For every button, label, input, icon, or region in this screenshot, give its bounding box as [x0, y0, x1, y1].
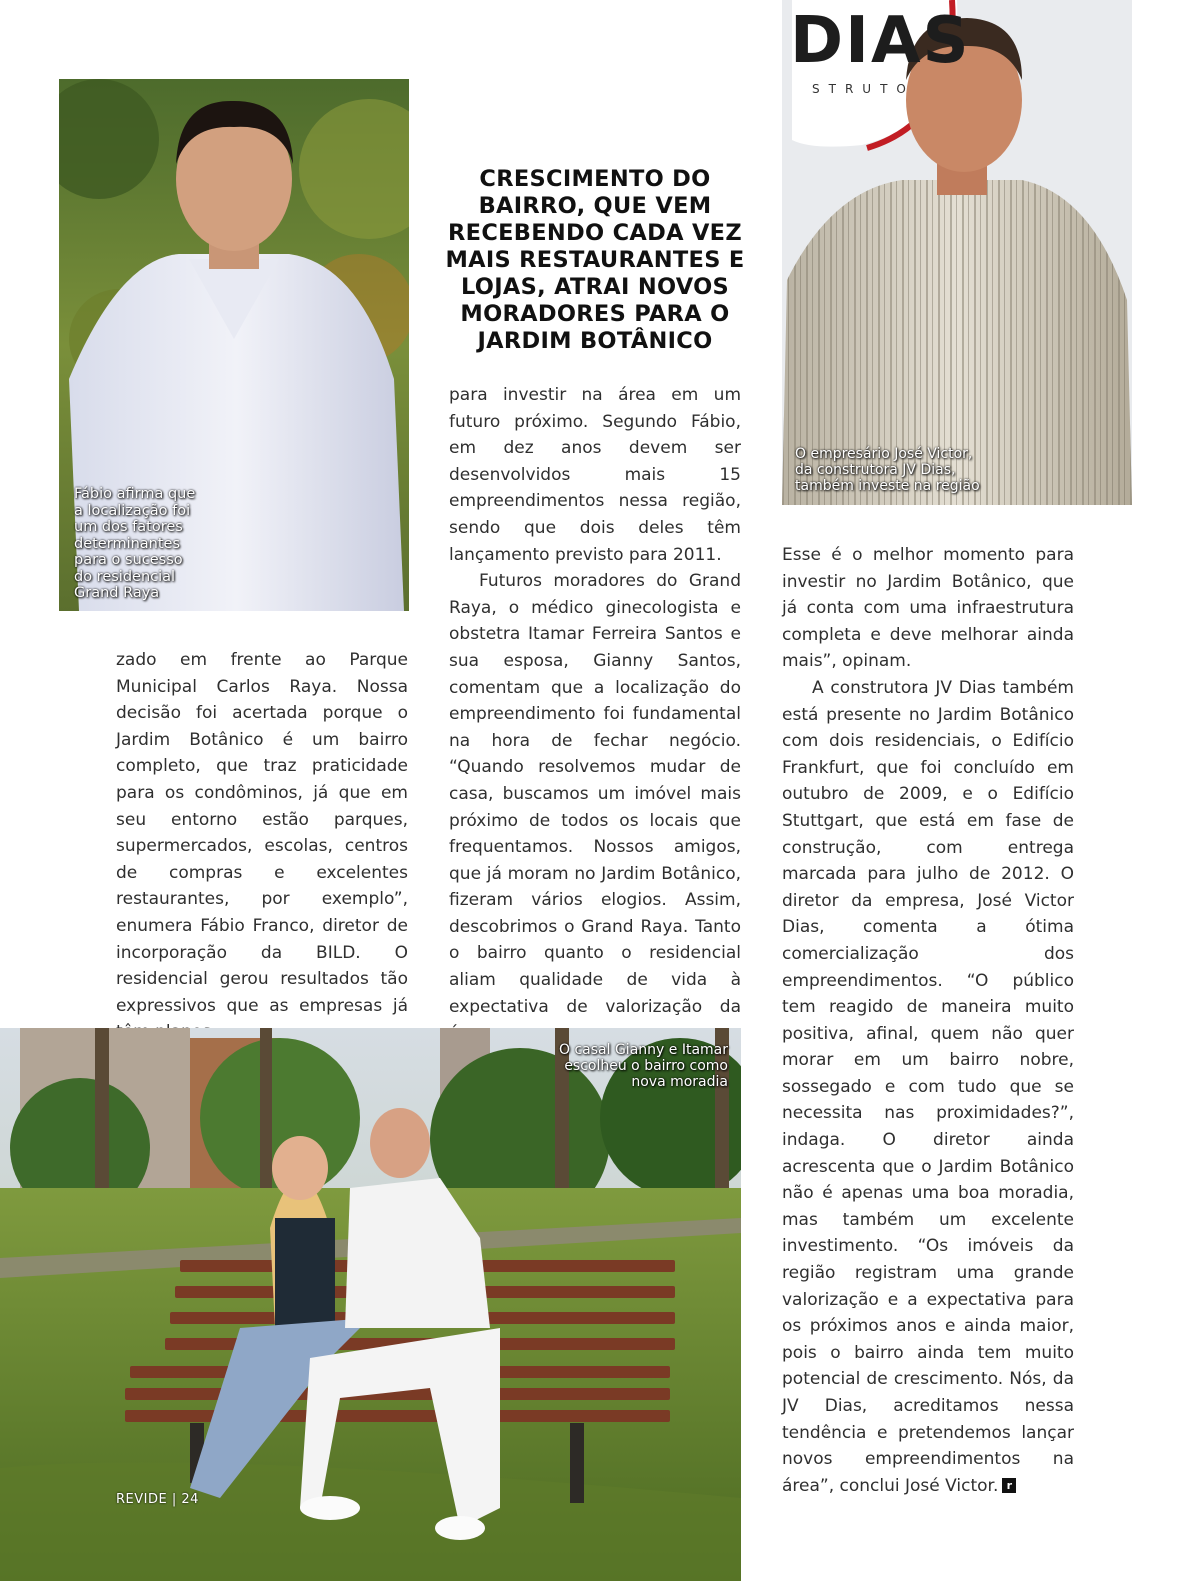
company-sign-text: DIAS [790, 4, 971, 78]
photo-couple-caption: O casal Gianny e Itamar escolheu o bairro como nova moradia [559, 1042, 728, 1090]
photo-couple-image [0, 1028, 741, 1581]
paragraph-text: A construtora JV Dias também está presente no Jardim Botânico com dois residenciais, o Edifício Frankfurt, que foi concluído em outubro de 2009, e o Edifício Stuttgart, que está em fase de construção, com entrega marcada para julho de 2012. O diretor da empresa, José Victor Dias, comenta a ótima comercialização dos empreendimentos. “O público tem reagido de maneira muito positiva, afinal, quem não quer morar em um bairro nobre, sossegado e com tudo que se necessita nas proximidades?”, indaga. O diretor ainda acrescenta que o Jardim Botânico não é apenas uma boa moradia, mas também um excelente investimento. “Os imóveis da região registram uma grande valorização e a expectativa para os próximos anos e ainda maior, pois o bairro ainda tem muito potencial de crescimento. Nós, da JV Dias, acreditamos nessa tendência e pretendemos lançar novos empreendimentos na área”, conclui José Victor. [782, 677, 1074, 1496]
paragraph [782, 675, 1074, 1499]
text-column-left [116, 647, 408, 1046]
company-sign-subtext: STRUTO [812, 82, 915, 96]
photo-jose [782, 0, 1132, 505]
paragraph: Esse é o melhor momento para investir no Jardim Botânico, que já conta com uma infraestrutura completa e deve melhorar ainda mais”, opinam. [782, 545, 1074, 672]
photo-couple [0, 1028, 741, 1581]
article-headline: CRESCIMENTO DO BAIRRO, QUE VEM RECEBENDO CADA VEZ MAIS RESTAURANTES E LOJAS, ATRAI NOVOS MORADORES PARA O JARDIM BOTÂNICO [445, 166, 745, 354]
text-column-middle [449, 382, 741, 1047]
page-folio: REVIDE | 24 [116, 1492, 199, 1507]
photo-fabio-caption: Fábio afirma que a localização foi um dos fatores determinantes para o sucesso do residencial Grand Raya [74, 486, 196, 601]
text-column-right [782, 542, 1074, 1499]
paragraph: zado em frente ao Parque Municipal Carlos Raya. Nossa decisão foi acertada porque o Jardim Botânico é um bairro completo, que traz praticidade para os condôminos, já que em seu entorno estão parques, supermercados, escolas, centros de compras e excelentes restaurantes, por exemplo”, enumera Fábio Franco, diretor de incorporação da BILD. O residencial gerou resultados tão expressivos que as empresas já [116, 650, 408, 1016]
end-of-article-mark: r [1002, 1478, 1016, 1493]
paragraph: para investir na área em um futuro próximo. Segundo Fábio, em dez anos devem ser desenvolvidos mais 15 empreendimentos nessa região, sendo que dois deles têm lançamento previsto para 2011. [449, 385, 741, 565]
photo-jose-caption: O empresário José Victor, da construtora JV Dias, também investe na região [795, 446, 980, 494]
paragraph: Futuros moradores do Grand Raya, o médico ginecologista e obstetra Itamar Ferreira Santos e sua esposa, Gianny Santos, comentam que a localização do empreendimento foi fundamental na hora de fechar negócio. “Quando resolvemos mudar de casa, buscamos um imóvel mais próximo de todos os locais que frequentamos. Nossos amigos, que já moram no Jardim Botânico, fizeram vários elogios. Assim, descobrimos o Grand Raya. Tanto o bairro quanto o residencial aliam qualidade de vida à expectativa de valorização da [449, 571, 741, 1017]
